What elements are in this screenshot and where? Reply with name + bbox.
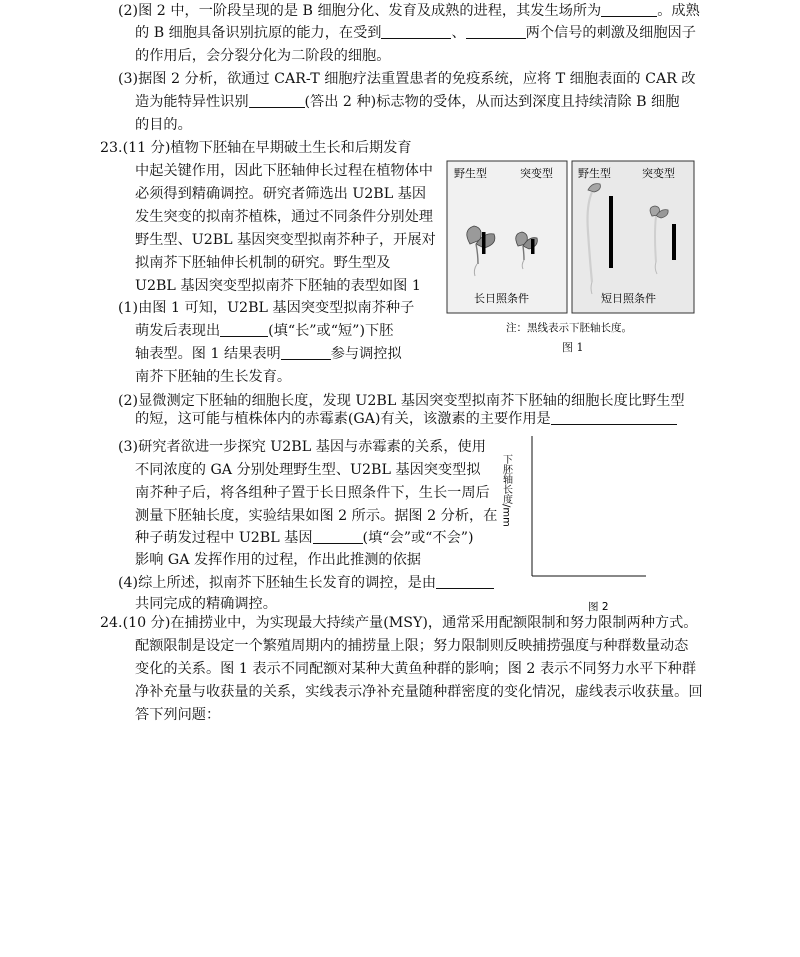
answer-blank[interactable]	[466, 24, 526, 39]
q23-s4-line1	[118, 572, 494, 594]
q23-s2-line1: (2)显微测定下胚轴的细胞长度，发现 U2BL 基因突变型拟南芥下胚轴的细胞长度比野生型	[118, 393, 685, 409]
answer-blank[interactable]	[220, 322, 268, 337]
q22-p2-line1	[118, 0, 700, 22]
text: 种子萌发过程中 U2BL 基因	[135, 530, 313, 546]
q24-intro-2: 变化的关系。图 1 表示不同配额对某种大黄鱼种群的影响；图 2 表示不同努力水平下种群	[135, 661, 697, 677]
long-day-label: 长日照条件	[474, 292, 529, 305]
q22-p2-line2	[135, 22, 696, 44]
text: 的短，这可能与植株体内的赤霉素(GA)有关，该激素的主要作用是	[135, 411, 551, 427]
text: (4)综上所述，拟南芥下胚轴生长发育的调控，是由	[118, 575, 437, 591]
text: 参与调控拟	[330, 346, 402, 362]
q23-figure-2-bar-chart	[496, 424, 706, 614]
text: 轴表型。图 1 结果表明	[135, 346, 281, 362]
text: 的 B 细胞具备识别抗原的能力，在受到	[135, 25, 382, 41]
fig1-wild-label-2: 野生型	[578, 167, 611, 180]
hypocotyl-bar-wild-long	[482, 232, 486, 254]
q24-intro-3: 净补充量与收获量的关系，实线表示净补充量随种群密度的变化情况，虚线表示收获量。回	[135, 684, 703, 700]
q23-s3-line4: 测量下胚轴长度，实验结果如图 2 所示。据图 2 分析，在	[135, 508, 498, 524]
text: 萌发后表现出	[135, 323, 221, 339]
text: (填“会”或“不会”)	[362, 530, 474, 546]
q23-intro-0: 23.(11 分)植物下胚轴在早期破土生长和后期发育	[100, 140, 412, 156]
hypocotyl-bar-wild-short	[609, 196, 613, 268]
text: 。成熟	[657, 3, 700, 19]
chart-caption: 图 2	[588, 601, 609, 613]
hypocotyl-bar-mutant-long	[531, 239, 535, 254]
q23-s1-line4: 南芥下胚轴的生长发育。	[135, 369, 292, 385]
q23-s1-line3	[135, 343, 402, 365]
q23-s3-line6: 影响 GA 发挥作用的过程，作出此推测的依据	[135, 552, 421, 568]
fig1-mutant-label-2: 突变型	[642, 167, 675, 180]
long-day-panel	[447, 161, 567, 313]
q23-figure-1	[446, 160, 696, 340]
q23-s3-line5	[135, 527, 474, 549]
q23-s1-line1: (1)由图 1 可知，U2BL 基因突变型拟南芥种子	[118, 300, 415, 316]
q22-p3-line1: (3)据图 2 分析，欲通过 CAR-T 细胞疗法重置患者的免疫系统，应将 T 细胞表面的 CAR 改	[118, 71, 696, 87]
q24-intro-4: 答下列问题：	[135, 707, 221, 723]
q23-s3-line2: 不同浓度的 GA 分别处理野生型、U2BL 基因突变型拟	[135, 462, 481, 478]
q23-fig1-caption: 图 1	[562, 341, 584, 354]
q23-s4-line2: 共同完成的精确调控。	[135, 596, 277, 612]
answer-blank[interactable]	[381, 24, 451, 39]
q23-intro-4: 野生型、U2BL 基因突变型拟南芥种子，开展对	[135, 232, 436, 248]
q23-s3-line1: (3)研究者欲进一步探究 U2BL 基因与赤霉素的关系，使用	[118, 439, 486, 455]
q22-p3-line2	[135, 91, 679, 113]
q23-intro-2: 必须得到精确调控。研究者筛选出 U2BL 基因	[135, 186, 427, 202]
fig1-mutant-label-1: 突变型	[520, 167, 553, 180]
q23-intro-3: 发生突变的拟南芥植株，通过不同条件分别处理	[135, 209, 433, 225]
answer-blank[interactable]	[281, 345, 331, 360]
answer-blank[interactable]	[601, 2, 657, 17]
text: (2)图 2 中，一阶段呈现的是 B 细胞分化、发育及成熟的进程，其发生场所为	[118, 3, 602, 19]
short-day-label: 短日照条件	[601, 292, 656, 305]
q22-p3-line3: 的目的。	[135, 117, 192, 133]
q23-intro-1: 中起关键作用，因此下胚轴伸长过程在植物体中	[135, 163, 433, 179]
answer-blank[interactable]	[436, 574, 494, 589]
text: 造为能特异性识别	[135, 94, 249, 110]
fig1-note: 注：黑线表示下胚轴长度。	[506, 322, 632, 334]
y-axis-label: 下胚轴长度/mm	[500, 454, 512, 527]
q23-s3-line3: 南芥种子后，将各组种子置于长日照条件下，生长一周后	[135, 485, 490, 501]
text: 两个信号的刺激及细胞因子	[525, 25, 696, 41]
text: (填“长”或“短”)下胚	[268, 323, 394, 339]
q24-intro-1: 配额限制是设定一个繁殖周期内的捕捞量上限；努力限制则反映捕捞强度与种群数量动态	[135, 638, 689, 654]
text: (答出 2 种)标志物的受体，从而达到深度且持续清除 B 细胞	[304, 94, 680, 110]
q23-intro-6: U2BL 基因突变型拟南芥下胚轴的表型如图 1	[135, 278, 421, 294]
answer-blank[interactable]	[249, 93, 305, 108]
q22-p2-line3: 的作用后，会分裂分化为二阶段的细胞。	[135, 48, 391, 64]
q23-intro-5: 拟南芥下胚轴伸长机制的研究。野生型及	[135, 255, 391, 271]
answer-blank[interactable]	[313, 529, 363, 544]
q24-intro-0: 24.(10 分)在捕捞业中，为实现最大持续产量(MSY)，通常采用配额限制和努力限制两种方式。	[100, 615, 698, 631]
hypocotyl-bar-mutant-short	[672, 224, 676, 260]
answer-blank[interactable]	[551, 410, 677, 425]
text: 、	[451, 25, 466, 41]
fig1-wild-label-1: 野生型	[454, 167, 487, 180]
q23-s1-line2	[135, 320, 393, 342]
